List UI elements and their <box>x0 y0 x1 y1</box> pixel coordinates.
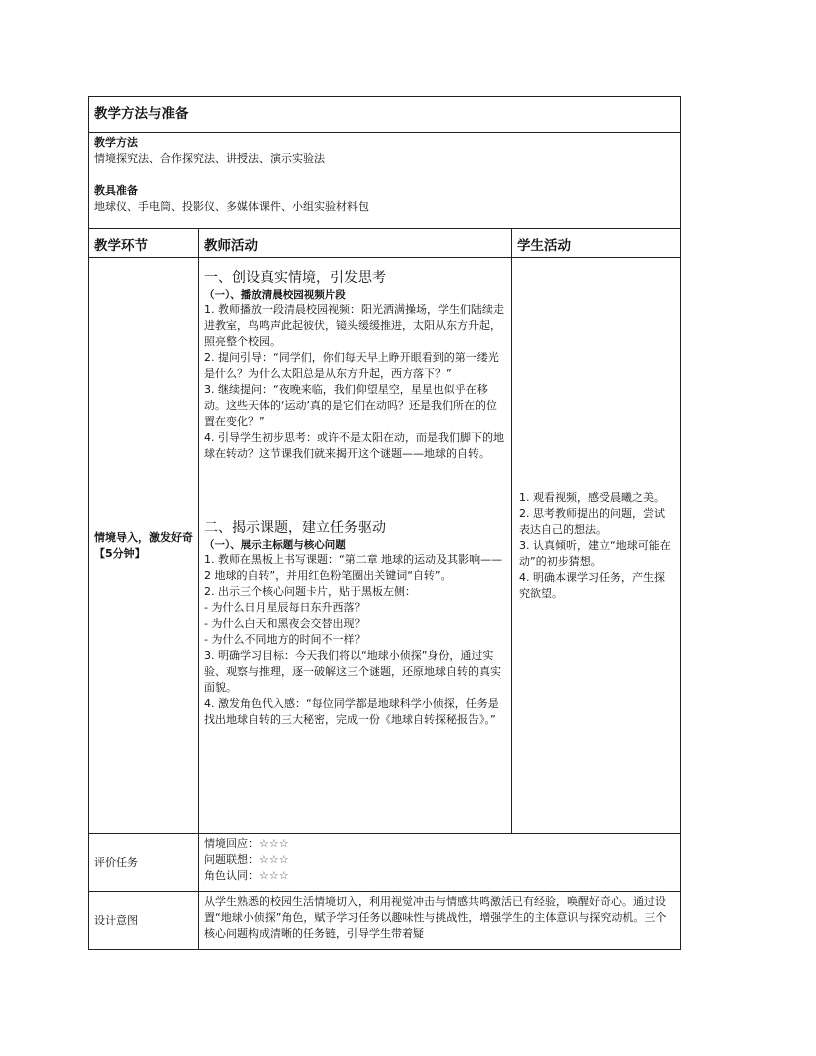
list-item: 1. 教师播放一段清晨校园视频：阳光洒满操场，学生们陆续走进教室，鸟鸣声此起彼伏，镜头缓缓推进，太阳从东方升起，照亮整个校园。 <box>204 303 504 348</box>
teacher-activities <box>199 258 512 834</box>
evaluation-item-label: 情境回应： <box>204 837 259 850</box>
preparation-block <box>89 133 681 229</box>
evaluation-item-label: 角色认同： <box>204 869 259 882</box>
part1-title: 一、创设真实情境，引发思考 <box>204 270 386 286</box>
evaluation-items <box>199 834 681 892</box>
part2-title: 二、揭示课题，建立任务驱动 <box>204 520 386 536</box>
section-title: 教学方法与准备 <box>89 97 681 133</box>
design-label: 设计意图 <box>89 892 199 950</box>
list-item: - 为什么不同地方的时间不一样？ <box>204 633 366 646</box>
list-item: 4. 激发角色代入感：“每位同学都是地球科学小侦探，任务是找出地球自转的三大秘密，完成一份《地球自转探秘报告》。” <box>204 697 499 726</box>
list-item: - 为什么白天和黑夜会交替出现？ <box>204 617 366 630</box>
list-item: 4. 引导学生初步思考：或许不是太阳在动，而是我们脚下的地球在转动？这节课我们就来揭开这个谜题——地球的自转。 <box>204 431 504 460</box>
tools-heading: 教具准备 <box>94 184 138 197</box>
star-rating-icon: ☆☆☆ <box>259 853 289 866</box>
star-rating-icon: ☆☆☆ <box>259 869 289 882</box>
list-item: 3. 明确学习目标：今天我们将以“地球小侦探”身份，通过实验、观察与推理，逐一破解这三个谜题，还原地球自转的真实面貌。 <box>204 649 501 694</box>
list-item: 1. 观看视频，感受晨曦之美。 <box>519 490 665 504</box>
list-item: 2. 出示三个核心问题卡片，贴于黑板左侧： <box>204 585 416 598</box>
student-activities <box>512 258 681 834</box>
header-student: 学生活动 <box>512 229 681 258</box>
evaluation-item <box>204 852 675 868</box>
list-item: 2. 思考教师提出的问题，尝试表达自己的想法。 <box>519 506 665 536</box>
stage-label: 情境导入，激发好奇【5分钟】 <box>89 258 199 834</box>
lesson-plan-table <box>88 96 681 950</box>
evaluation-label: 评价任务 <box>89 834 199 892</box>
part2-subtitle: （一）、展示主标题与核心问题 <box>204 539 346 551</box>
list-item: 4. 明确本课学习任务，产生探究欲望。 <box>519 570 665 600</box>
header-stage: 教学环节 <box>89 229 199 258</box>
evaluation-item <box>204 836 675 852</box>
part1-subtitle: （一）、播放清晨校园视频片段 <box>204 289 346 301</box>
list-item: 1. 教师在黑板上书写课题：“第二章 地球的运动及其影响——2 地球的自转”，并用红色粉笔圈出关键词“自转”。 <box>204 553 503 582</box>
list-item: 3. 继续提问：“夜晚来临，我们仰望星空，星星也似乎在移动。这些天体的‘运动’真的是它们在动吗？还是我们所在的位置在变化？” <box>204 383 497 428</box>
list-item: 3. 认真倾听，建立“地球可能在动”的初步猜想。 <box>519 538 671 568</box>
methods-text: 情境探究法、合作探究法、讲授法、演示实验法 <box>94 152 325 165</box>
evaluation-item <box>204 868 675 884</box>
methods-heading: 教学方法 <box>94 136 138 149</box>
star-rating-icon: ☆☆☆ <box>259 837 289 850</box>
tools-text: 地球仪、手电筒、投影仪、多媒体课件、小组实验材料包 <box>94 200 369 213</box>
list-item: - 为什么日月星辰每日东升西落？ <box>204 601 366 614</box>
evaluation-item-label: 问题联想： <box>204 853 259 866</box>
design-text: 从学生熟悉的校园生活情境切入，利用视觉冲击与情感共鸣激活已有经验，唤醒好奇心。通过设置“地球小侦探”角色，赋予学习任务以趣味性与挑战性，增强学生的主体意识与探究动机。三个核心问题构成清晰的任务链，引导学生带着疑 <box>199 892 681 950</box>
header-teacher: 教师活动 <box>199 229 512 258</box>
list-item: 2. 提问引导：“同学们，你们每天早上睁开眼看到的第一缕光是什么？为什么太阳总是从东方升起，西方落下？” <box>204 351 499 380</box>
